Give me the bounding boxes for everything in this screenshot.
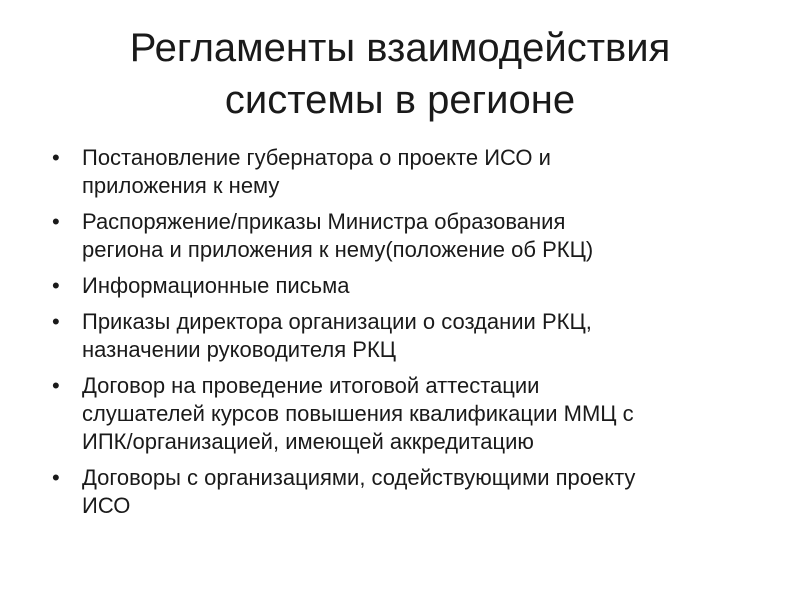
- bullet-text-line: Распоряжение/приказы Министра образования: [82, 209, 566, 234]
- slide-title-line-1: Регламенты взаимодействия: [129, 26, 671, 70]
- bullet-text-line: ИПК/организацией, имеющей аккредитацию: [82, 429, 534, 454]
- bullet-icon: •: [52, 145, 60, 170]
- bullet-item-partner-contracts: [52, 464, 762, 520]
- bullet-text-line: Договоры с организациями, содействующими проекту: [82, 465, 636, 490]
- slide-title-line-2: системы в регионе: [224, 78, 576, 122]
- bullet-icon: •: [52, 373, 60, 398]
- bullet-list: [52, 144, 762, 528]
- bullet-text-line: Информационные письма: [82, 273, 350, 298]
- bullet-icon: •: [52, 309, 60, 334]
- bullet-item-gubernator-resolution: [52, 144, 762, 200]
- bullet-text-line: Приказы директора организации о создании РКЦ,: [82, 309, 592, 334]
- bullet-text-line: ИСО: [82, 493, 131, 518]
- bullet-text-line: слушателей курсов повышения квалификации ММЦ с: [82, 401, 634, 426]
- bullet-text-line: Постановление губернатора о проекте ИСО и: [82, 145, 551, 170]
- bullet-item-info-letters: [52, 272, 762, 300]
- bullet-text-line: Договор на проведение итоговой аттестации: [82, 373, 540, 398]
- bullet-item-director-orders: [52, 308, 762, 364]
- slide-title: [40, 22, 760, 126]
- bullet-item-minister-orders: [52, 208, 762, 264]
- bullet-item-attestation-contract: [52, 372, 762, 456]
- bullet-text-line: приложения к нему: [82, 173, 280, 198]
- bullet-icon: •: [52, 273, 60, 298]
- bullet-text-line: региона и приложения к нему(положение об РКЦ): [82, 237, 594, 262]
- bullet-text-line: назначении руководителя РКЦ: [82, 337, 397, 362]
- bullet-icon: •: [52, 209, 60, 234]
- bullet-icon: •: [52, 465, 60, 490]
